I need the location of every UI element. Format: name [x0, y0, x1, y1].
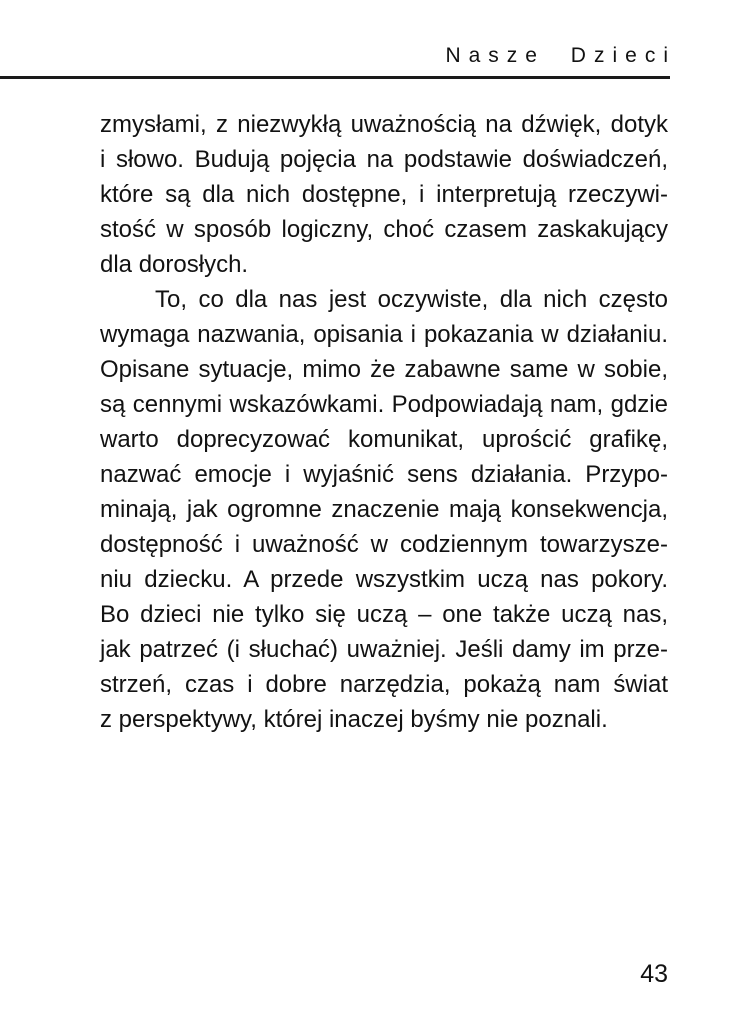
text-line: są cennymi wskazówkami. Podpowiadają nam, gdzie: [100, 391, 668, 418]
text-line: warto doprecyzować komunikat, uprościć grafikę,: [100, 426, 668, 453]
text-line: wymaga nazwania, opisania i pokazania w działaniu.: [100, 321, 668, 348]
body-text: [100, 107, 668, 737]
text-line: minają, jak ogromne znaczenie mają konsekwencja,: [100, 496, 668, 523]
text-line: niu dziecku. A przede wszystkim uczą nas pokory.: [100, 566, 668, 593]
text-line: strzeń, czas i dobre narzędzia, pokażą nam świat: [100, 671, 668, 698]
text-line: nazwać emocje i wyjaśnić sens działania. Przypo-: [100, 461, 668, 488]
text-line: zmysłami, z niezwykłą uważnością na dźwięk, dotyk: [100, 111, 668, 138]
text-line: To, co dla nas jest oczywiste, dla nich często: [155, 286, 668, 313]
text-line: dostępność i uważność w codziennym towarzysze-: [100, 531, 668, 558]
text-line: stość w sposób logiczny, choć czasem zaskakujący: [100, 216, 668, 243]
running-header: Nasze Dzieci: [445, 44, 676, 67]
text-line: Bo dzieci nie tylko się uczą – one także uczą nas,: [100, 601, 668, 628]
text-line: jak patrzeć (i słuchać) uważniej. Jeśli damy im prze-: [100, 636, 668, 663]
text-line: z perspektywy, której inaczej byśmy nie poznali.: [100, 706, 608, 733]
header-rule: [0, 76, 670, 79]
text-line: i słowo. Budują pojęcia na podstawie doświadczeń,: [100, 146, 668, 173]
text-line: dla dorosłych.: [100, 251, 249, 278]
text-line: które są dla nich dostępne, i interpretują rzeczywi-: [100, 181, 668, 208]
text-line: Opisane sytuacje, mimo że zabawne same w sobie,: [100, 356, 668, 383]
page-number: 43: [640, 960, 668, 988]
